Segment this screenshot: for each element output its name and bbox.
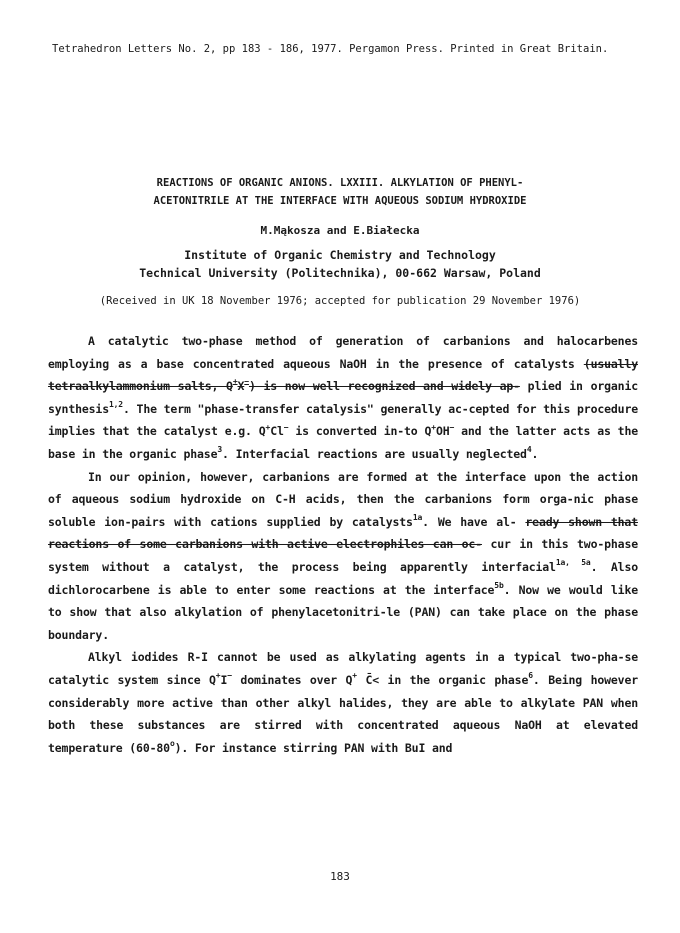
affiliation-line-2: Technical University (Politechnika), 00-662 Warsaw, Poland xyxy=(139,266,541,280)
title-line-2: ACETONITRILE AT THE INTERFACE WITH AQUEOUS SODIUM HYDROXIDE xyxy=(153,195,527,207)
paragraph-1: A catalytic two-phase method of generation of carbanions and halocarbenes employing as a base concentrated aqueous NaOH in the presence of catalysts (usually tetraalkylammonium salts, Q+X−) is now well recognized and widely ap- plied in organic synthesis$^{1,2}$. The term "phase-transfer catalysis" generally ac-cepted for this procedure implies that the catalyst e.g. Q+Cl− is converted in-to Q+OH− and the latter acts as the base in the organic phase$^3$. Interfacial reactions are usually neglected$^4$. xyxy=(48,334,638,461)
received-date: (Received in UK 18 November 1976; accepted for publication 29 November 1976) xyxy=(99,295,581,307)
title-line-1: REACTIONS OF ORGANIC ANIONS. LXXIII. ALKYLATION OF PHENYL- xyxy=(156,177,524,189)
authors: M.Mąkosza and E.Białecka xyxy=(260,224,420,237)
affiliation-line-1: Institute of Organic Chemistry and Technology xyxy=(184,248,496,262)
paragraph-3: Alkyl iodides R-I cannot be used as alkylating agents in a typical two-pha-se catalytic system since Q+I− dominates over Q+ C̄< in the organic phase$^6$. Being however considerably more active than other alkyl halides, they are able to alkylate PAN when both these substances are stirred with concentrated aqueous NaOH at elevated temperature (60-80$^o$). For instance stirring PAN with BuI and xyxy=(48,650,638,755)
paragraph-2: In our opinion, however, carbanions are formed at the interface upon the action of aqueous sodium hydroxide on C-H acids, then the carbanions form orga-nic phase soluble ion-pairs with cations supplied by catalysts$^{1a}$. We have al- ready shown that reactions of some carbanions with active electrophiles can oc- cur in this two-phase system without a catalyst, the process being apparently interfacial$^{1a, 5a}$. Also dichlorocarbene is able to enter some reactions at the interface$^{5b}$. Now we would like to show that also alkylation of phenylacetonitri-le (PAN) can take place on the phase boundary. xyxy=(48,469,638,642)
journal-header: Tetrahedron Letters No. 2, pp 183 - 186, 1977. Pergamon Press. Printed in Great Britain. xyxy=(52,43,609,55)
body-text xyxy=(48,330,638,759)
page-number: 183 xyxy=(330,870,350,883)
